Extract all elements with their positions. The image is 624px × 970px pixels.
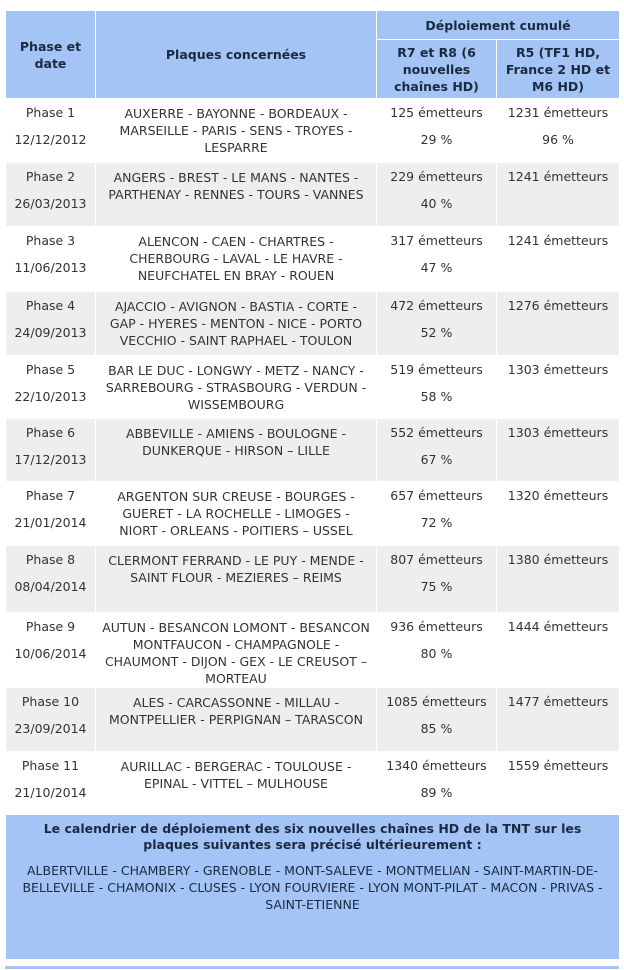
table-row <box>6 688 620 752</box>
plaques-cell <box>96 688 377 752</box>
plaques-cell <box>96 356 377 419</box>
plaques-list: CLERMONT FERRAND - LE PUY - MENDE - SAINT FLOUR - MEZIERES – REIMS <box>108 553 364 585</box>
r5-cell <box>497 546 620 613</box>
r7-r8-cell <box>377 546 497 613</box>
plaques-cell <box>96 419 377 482</box>
plaques-list: AURILLAC - BERGERAC - TOULOUSE - EPINAL - VITTEL – MULHOUSE <box>120 759 352 791</box>
phase-cell <box>6 419 96 482</box>
table-row <box>6 227 620 292</box>
plaques-list: ALENCON - CAEN - CHARTRES - CHERBOURG - LAVAL - LE HAVRE - NEUFCHATEL EN BRAY - ROUEN <box>129 234 343 283</box>
phase-date: 12/12/2012 <box>14 132 87 147</box>
r7-r8-cell <box>377 227 497 292</box>
table-row <box>6 163 620 227</box>
phase-name: Phase 10 <box>21 694 80 709</box>
r7-percent: 58 % <box>420 389 453 404</box>
phase-cell <box>6 688 96 752</box>
r5-emetteurs: 1303 émetteurs <box>507 425 609 440</box>
plaques-list: ALES - CARCASSONNE - MILLAU - MONTPELLIER - PERPIGNAN – TARASCON <box>109 695 363 727</box>
r5-emetteurs: 1320 émetteurs <box>507 488 609 503</box>
plaques-list: ARGENTON SUR CREUSE - BOURGES - GUERET - LA ROCHELLE - LIMOGES - NIORT - ORLEANS - POITIERS – USSEL <box>117 489 355 538</box>
r7-percent: 80 % <box>420 646 453 661</box>
r5-cell <box>497 227 620 292</box>
r5-cell <box>497 613 620 688</box>
r7-percent: 89 % <box>420 785 453 800</box>
r7-emetteurs: 936 émetteurs <box>390 619 483 634</box>
plaques-cell <box>96 292 377 356</box>
phase-date: 11/06/2013 <box>14 260 87 275</box>
r7-percent: 67 % <box>420 452 453 467</box>
plaques-cell <box>96 482 377 546</box>
phase-date: 23/09/2014 <box>14 721 87 736</box>
table-row <box>6 419 620 482</box>
r7-percent: 47 % <box>420 260 453 275</box>
phase-date: 22/10/2013 <box>14 389 87 404</box>
r7-emetteurs: 1085 émetteurs <box>386 694 487 709</box>
r5-cell <box>497 99 620 163</box>
r7-emetteurs: 807 émetteurs <box>390 552 483 567</box>
r5-emetteurs: 1477 émetteurs <box>507 694 609 709</box>
r5-emetteurs: 1380 émetteurs <box>507 552 609 567</box>
phase-name: Phase 3 <box>25 233 76 248</box>
r5-cell <box>497 752 620 815</box>
header-phase-date: Phase et date <box>6 11 96 99</box>
phase-date: 21/10/2014 <box>14 785 87 800</box>
r7-r8-cell <box>377 688 497 752</box>
phase-cell <box>6 546 96 613</box>
plaques-cell <box>96 752 377 815</box>
r7-emetteurs: 657 émetteurs <box>390 488 483 503</box>
plaques-cell <box>96 613 377 688</box>
r7-r8-cell <box>377 356 497 419</box>
phase-cell <box>6 482 96 546</box>
phase-name: Phase 6 <box>25 425 76 440</box>
r7-r8-cell <box>377 163 497 227</box>
table-row <box>6 292 620 356</box>
phase-name: Phase 8 <box>25 552 76 567</box>
r7-r8-cell <box>377 292 497 356</box>
table-body <box>6 99 620 815</box>
plaques-cell <box>96 163 377 227</box>
plaques-list: AUTUN - BESANCON LOMONT - BESANCON MONTFAUCON - CHAMPAGNOLE - CHAUMONT - DIJON - GEX - LE CREUSOT – MORTEAU <box>102 620 370 686</box>
r5-emetteurs: 1444 émetteurs <box>507 619 609 634</box>
header-plaques: Plaques concernées <box>96 11 377 99</box>
r5-emetteurs: 1241 émetteurs <box>507 169 609 184</box>
table-row <box>6 99 620 163</box>
table-row <box>6 356 620 419</box>
plaques-cell <box>96 546 377 613</box>
phase-cell <box>6 613 96 688</box>
r5-cell <box>497 688 620 752</box>
phase-date: 24/09/2013 <box>14 325 87 340</box>
r7-emetteurs: 552 émetteurs <box>390 425 483 440</box>
r5-emetteurs: 1231 émetteurs <box>507 105 609 120</box>
r7-r8-cell <box>377 613 497 688</box>
r5-cell <box>497 356 620 419</box>
table-row <box>6 613 620 688</box>
r7-percent: 72 % <box>420 515 453 530</box>
r7-r8-cell <box>377 482 497 546</box>
footer-plaques: ALBERTVILLE - CHAMBERY - GRENOBLE - MONT-SALEVE - MONTMELIAN - SAINT-MARTIN-DE-BELLEVILLE - CHAMONIX - CLUSES - LYON FOURVIERE - LYON MONT-PILAT - MACON - PRIVAS - SAINT-ETIENNE <box>22 863 603 912</box>
phase-name: Phase 5 <box>25 362 76 377</box>
r7-percent: 52 % <box>420 325 453 340</box>
r7-percent: 75 % <box>420 579 453 594</box>
plaques-list: ABBEVILLE - AMIENS - BOULOGNE - DUNKERQUE - HIRSON – LILLE <box>126 426 346 458</box>
plaques-cell <box>96 227 377 292</box>
bottom-divider <box>5 966 619 969</box>
phase-cell <box>6 227 96 292</box>
r7-emetteurs: 472 émetteurs <box>390 298 483 313</box>
r7-percent: 40 % <box>420 196 453 211</box>
footer-notice <box>6 815 620 960</box>
plaques-list: BAR LE DUC - LONGWY - METZ - NANCY - SARREBOURG - STRASBOURG - VERDUN - WISSEMBOURG <box>105 363 367 412</box>
phase-date: 26/03/2013 <box>14 196 87 211</box>
phase-cell <box>6 292 96 356</box>
plaques-cell <box>96 99 377 163</box>
table-row <box>6 546 620 613</box>
phase-date: 08/04/2014 <box>14 579 87 594</box>
phase-name: Phase 2 <box>25 169 76 184</box>
phase-name: Phase 11 <box>21 758 80 773</box>
header-r5: R5 (TF1 HD, France 2 HD et M6 HD) <box>497 40 620 99</box>
plaques-list: AJACCIO - AVIGNON - BASTIA - CORTE - GAP - HYERES - MENTON - NICE - PORTO VECCHIO - SAINT RAPHAEL - TOULON <box>109 299 363 348</box>
r7-r8-cell <box>377 752 497 815</box>
phase-name: Phase 4 <box>25 298 76 313</box>
r7-emetteurs: 229 émetteurs <box>390 169 483 184</box>
r7-emetteurs: 1340 émetteurs <box>386 758 487 773</box>
r5-cell <box>497 482 620 546</box>
r7-emetteurs: 317 émetteurs <box>390 233 483 248</box>
r5-cell <box>497 419 620 482</box>
phase-date: 17/12/2013 <box>14 452 87 467</box>
r5-emetteurs: 1303 émetteurs <box>507 362 609 377</box>
r5-cell <box>497 163 620 227</box>
r7-r8-cell <box>377 99 497 163</box>
phase-cell <box>6 752 96 815</box>
r5-percent: 96 % <box>542 132 574 147</box>
r7-r8-cell <box>377 419 497 482</box>
header-deploiement-cumule: Déploiement cumulé <box>377 11 620 40</box>
table-row <box>6 482 620 546</box>
phase-date: 21/01/2014 <box>14 515 87 530</box>
phase-cell <box>6 99 96 163</box>
r5-emetteurs: 1276 émetteurs <box>507 298 609 313</box>
phase-name: Phase 1 <box>25 105 76 120</box>
phase-name: Phase 7 <box>25 488 76 503</box>
deployment-table <box>5 10 620 960</box>
phase-name: Phase 9 <box>25 619 76 634</box>
r7-percent: 29 % <box>420 132 453 147</box>
phase-date: 10/06/2014 <box>14 646 87 661</box>
plaques-list: ANGERS - BREST - LE MANS - NANTES - PARTHENAY - RENNES - TOURS - VANNES <box>108 170 364 202</box>
table-row <box>6 752 620 815</box>
r5-cell <box>497 292 620 356</box>
plaques-list: AUXERRE - BAYONNE - BORDEAUX - MARSEILLE - PARIS - SENS - TROYES - LESPARRE <box>119 106 353 155</box>
phase-cell <box>6 356 96 419</box>
r7-emetteurs: 519 émetteurs <box>390 362 483 377</box>
r7-percent: 85 % <box>420 721 453 736</box>
header-r7-r8: R7 et R8 (6 nouvelles chaînes HD) <box>377 40 497 99</box>
footer-title: Le calendrier de déploiement des six nouvelles chaînes HD de la TNT sur les plaques suivantes sera précisé ultérieurement : <box>43 821 582 852</box>
phase-cell <box>6 163 96 227</box>
r7-emetteurs: 125 émetteurs <box>390 105 483 120</box>
r5-emetteurs: 1241 émetteurs <box>507 233 609 248</box>
r5-emetteurs: 1559 émetteurs <box>507 758 609 773</box>
